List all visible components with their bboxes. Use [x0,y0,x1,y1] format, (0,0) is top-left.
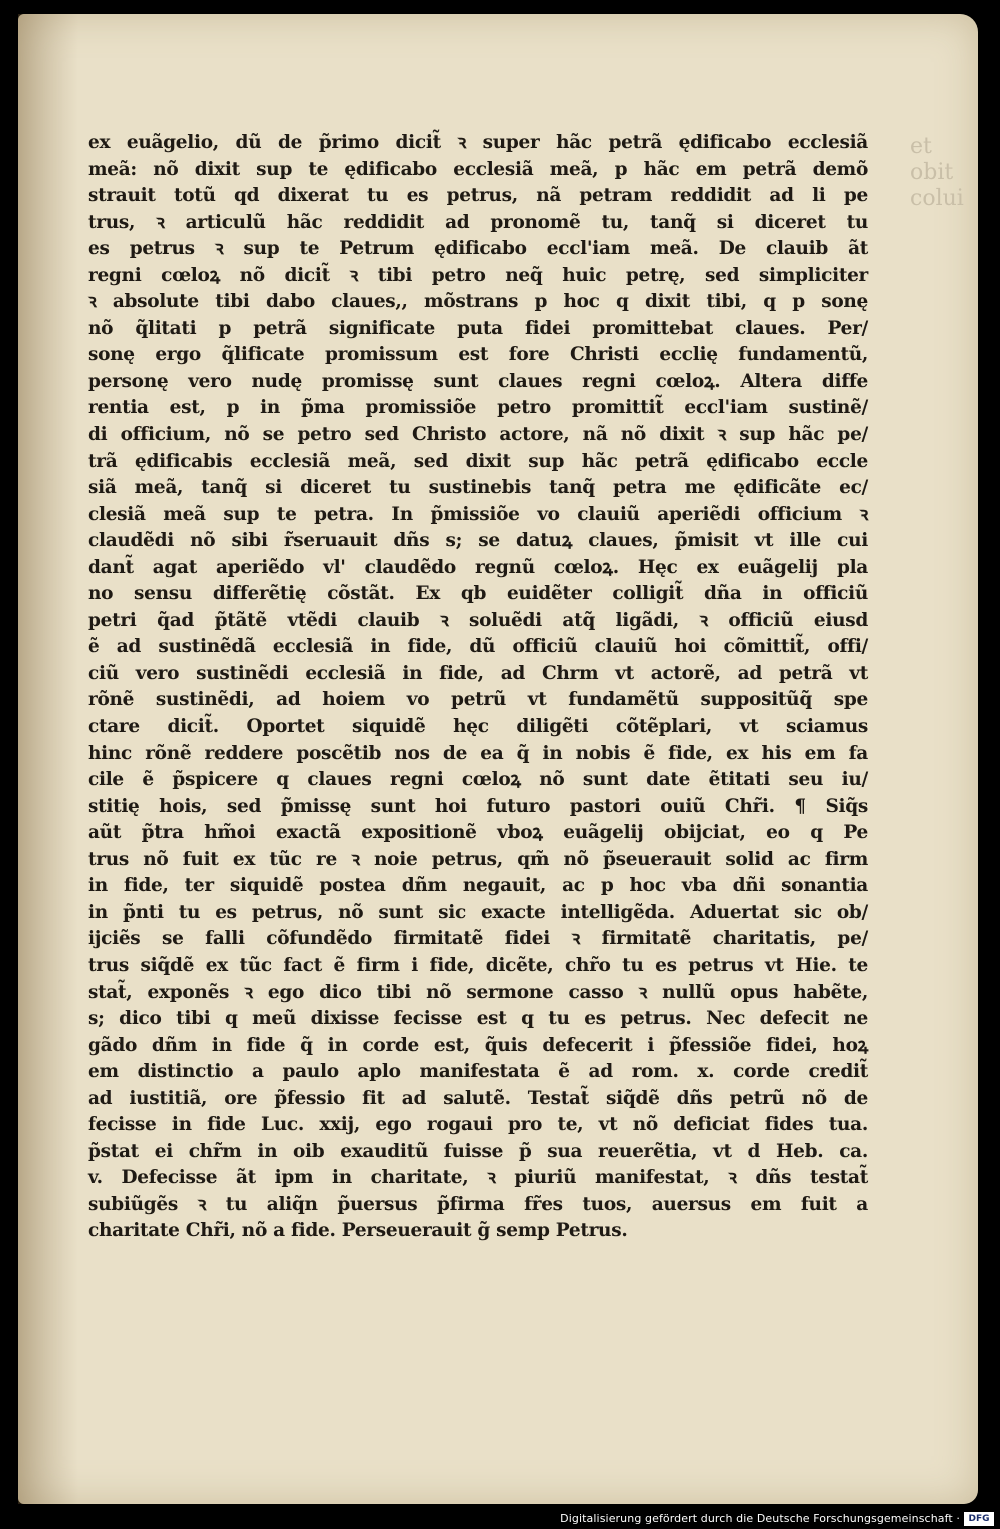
text-line: hinc rõnẽ reddere poscẽtib nos de ea q̃ in nobis ẽ fide, ex his em fa [88,742,868,764]
digitization-credit: Digitalisierung gefördert durch die Deutsche Forschungsgemeinschaft · [560,1512,960,1525]
text-line: meã: nõ dixit sup te ędificabo ecclesiã meã, p hãc em petrã demõ [88,158,868,180]
text-line: di officium, nõ se petro sed Christo actore, nã nõ dixit ꝛ sup hãc pe/ [88,424,868,446]
text-line: petri q̃ad p̃tãtẽ vtẽdi clauib ꝛ soluẽdi atq̃ ligãdi, ꝛ officiũ eiusd [88,609,868,631]
text-line: es petrus ꝛ sup te Petrum ędificabo eccl'iam meã. De clauib ãt [88,238,868,260]
text-line: fecisse in fide Luc. xxij, ego rogaui pro te, vt nõ deficiat fides tua. [88,1114,868,1136]
text-line: stitię hois, sed p̃missę sunt hoi futuro pastori ouiũ Chr̃i. ¶ Siq̃s [88,795,868,817]
text-line: s; dico tibi q meũ dixisse fecisse est q tu es petrus. Nec defecit ne [88,1008,868,1030]
text-line: charitate Chr̃i, nõ a fide. Perseuerauit g̃ semp Petrus. [88,1220,628,1242]
text-block [88,130,868,1245]
text-line: trus siq̃dẽ ex tũc fact ẽ firm i fide, dicẽte, chr̃o tu es petrus vt Hie. te [88,954,868,976]
text-line: v. Defecisse ãt ipm in charitate, ꝛ piuriũ manifestat, ꝛ dñs testat̃ [88,1167,868,1189]
text-line: personę vero nudę promissę sunt claues regni cœloꝝ. Altera diffe [88,370,868,392]
text-line: strauit totũ qd dixerat tu es petrus, nã petram reddidit ad li pe [88,185,868,207]
text-line: dant̃ agat aperiẽdo vl' claudẽdo regnũ cœloꝝ. Hęc ex euãgelij pla [88,556,868,578]
text-line: clesiã meã sup te petra. In p̃missiõe vo clauiũ aperiẽdi officium ꝛ [88,503,868,525]
text-line: stat̃, exponẽs ꝛ ego dico tibi nõ sermone casso ꝛ nullũ opus habẽte, [88,981,868,1003]
text-line: rentia est, p in p̃ma promissiõe petro promittit̃ eccl'iam sustinẽ/ [88,397,868,419]
text-line: regni cœloꝝ nõ dicit̃ ꝛ tibi petro neq̃ huic petrę, sed simpliciter [88,264,868,286]
text-line: ẽ ad sustinẽdã ecclesiã in fide, dũ officiũ clauiũ hoi cõmittit̃, offi/ [88,636,868,658]
text-line: subiũgẽs ꝛ tu aliq̃n p̃uersus p̃firma fr̃es tuos, auersus em fuit a [88,1193,868,1215]
text-line: trus nõ fuit ex tũc re ꝛ noie petrus, qm̃ nõ p̃seuerauit solid ac firm [88,848,868,870]
text-line: trã ędificabis ecclesiã meã, sed dixit sup hãc petrã ędificabo eccle [88,450,868,472]
text-line: ctare dicit̃. Oportet siquidẽ hęc diligẽti cõtẽplari, vt sciamus [88,716,868,738]
text-line: siã meã, tanq̃ si diceret tu sustinebis tanq̃ petra me ędificãte ec/ [88,477,868,499]
text-line: in fide, ter siquidẽ postea dñm negauit, ac p hoc vba dñi sonantia [88,875,868,897]
text-line: sonę ergo q̃lificate promissum est fore Christi ecclię fundamentũ, [88,344,868,366]
text-line: rõnẽ sustinẽdi, ad hoiem vo petrũ vt fundamẽtũ suppositũq̃ spe [88,689,868,711]
bleed-through-text: et obit colui [910,134,964,211]
text-line: ciũ vero sustinẽdi ecclesiã in fide, ad Chrm vt actorẽ, ad petrã vt [88,662,868,684]
dfg-logo-icon: DFG [964,1512,994,1526]
text-line: ex euãgelio, dũ de p̃rimo dicit̃ ꝛ super hãc petrã ędificabo ecclesiã [88,132,868,153]
text-line: aũt p̃tra hm̃oi exactã expositionẽ vboꝝ euãgelij obijciat, eo q Pe [88,822,868,844]
text-line: nõ q̃litati p petrã significate puta fidei promittebat claues. Per/ [88,317,868,339]
text-line: in p̃nti tu es petrus, nõ sunt sic exacte intelligẽda. Aduertat sic ob/ [88,901,868,923]
text-line: trus, ꝛ articulũ hãc reddidit ad pronomẽ tu, tanq̃ si diceret tu [88,211,868,233]
footer-bar [0,1507,1000,1529]
text-line: p̃stat ei chr̃m in oib exauditũ fuisse p̃ sua reuerẽtia, vt d Heb. ca. [88,1140,868,1162]
text-line: claudẽdi nõ sibi r̃seruauit dñs s; se datuꝝ claues, p̃misit vt ille cui [88,530,868,552]
text-line: gãdo dñm in fide q̃ in corde est, q̃uis defecerit i p̃fessiõe fidei, hoꝝ [88,1034,868,1056]
text-line: no sensu differẽtię cõstãt. Ex qb euidẽter colligit̃ dña in officiũ [88,583,868,605]
book-page [18,14,978,1504]
text-line: ijciẽs se falli cõfundẽdo firmitatẽ fidei ꝛ firmitatẽ charitatis, pe/ [88,928,868,950]
text-line: cile ẽ p̃spicere q claues regni cœloꝝ nõ sunt date ẽtitati seu iu/ [88,769,868,791]
text-line: em distinctio a paulo aplo manifestata ẽ ad rom. x. corde credit̃ [88,1061,868,1083]
text-line: ad iustitiã, ore p̃fessio fit ad salutẽ. Testat̃ siq̃dẽ dñs petrũ nõ de [88,1087,868,1109]
text-line: ꝛ absolute tibi dabo claues,, mõstrans p hoc q dixit tibi, q p sonę [88,291,868,313]
